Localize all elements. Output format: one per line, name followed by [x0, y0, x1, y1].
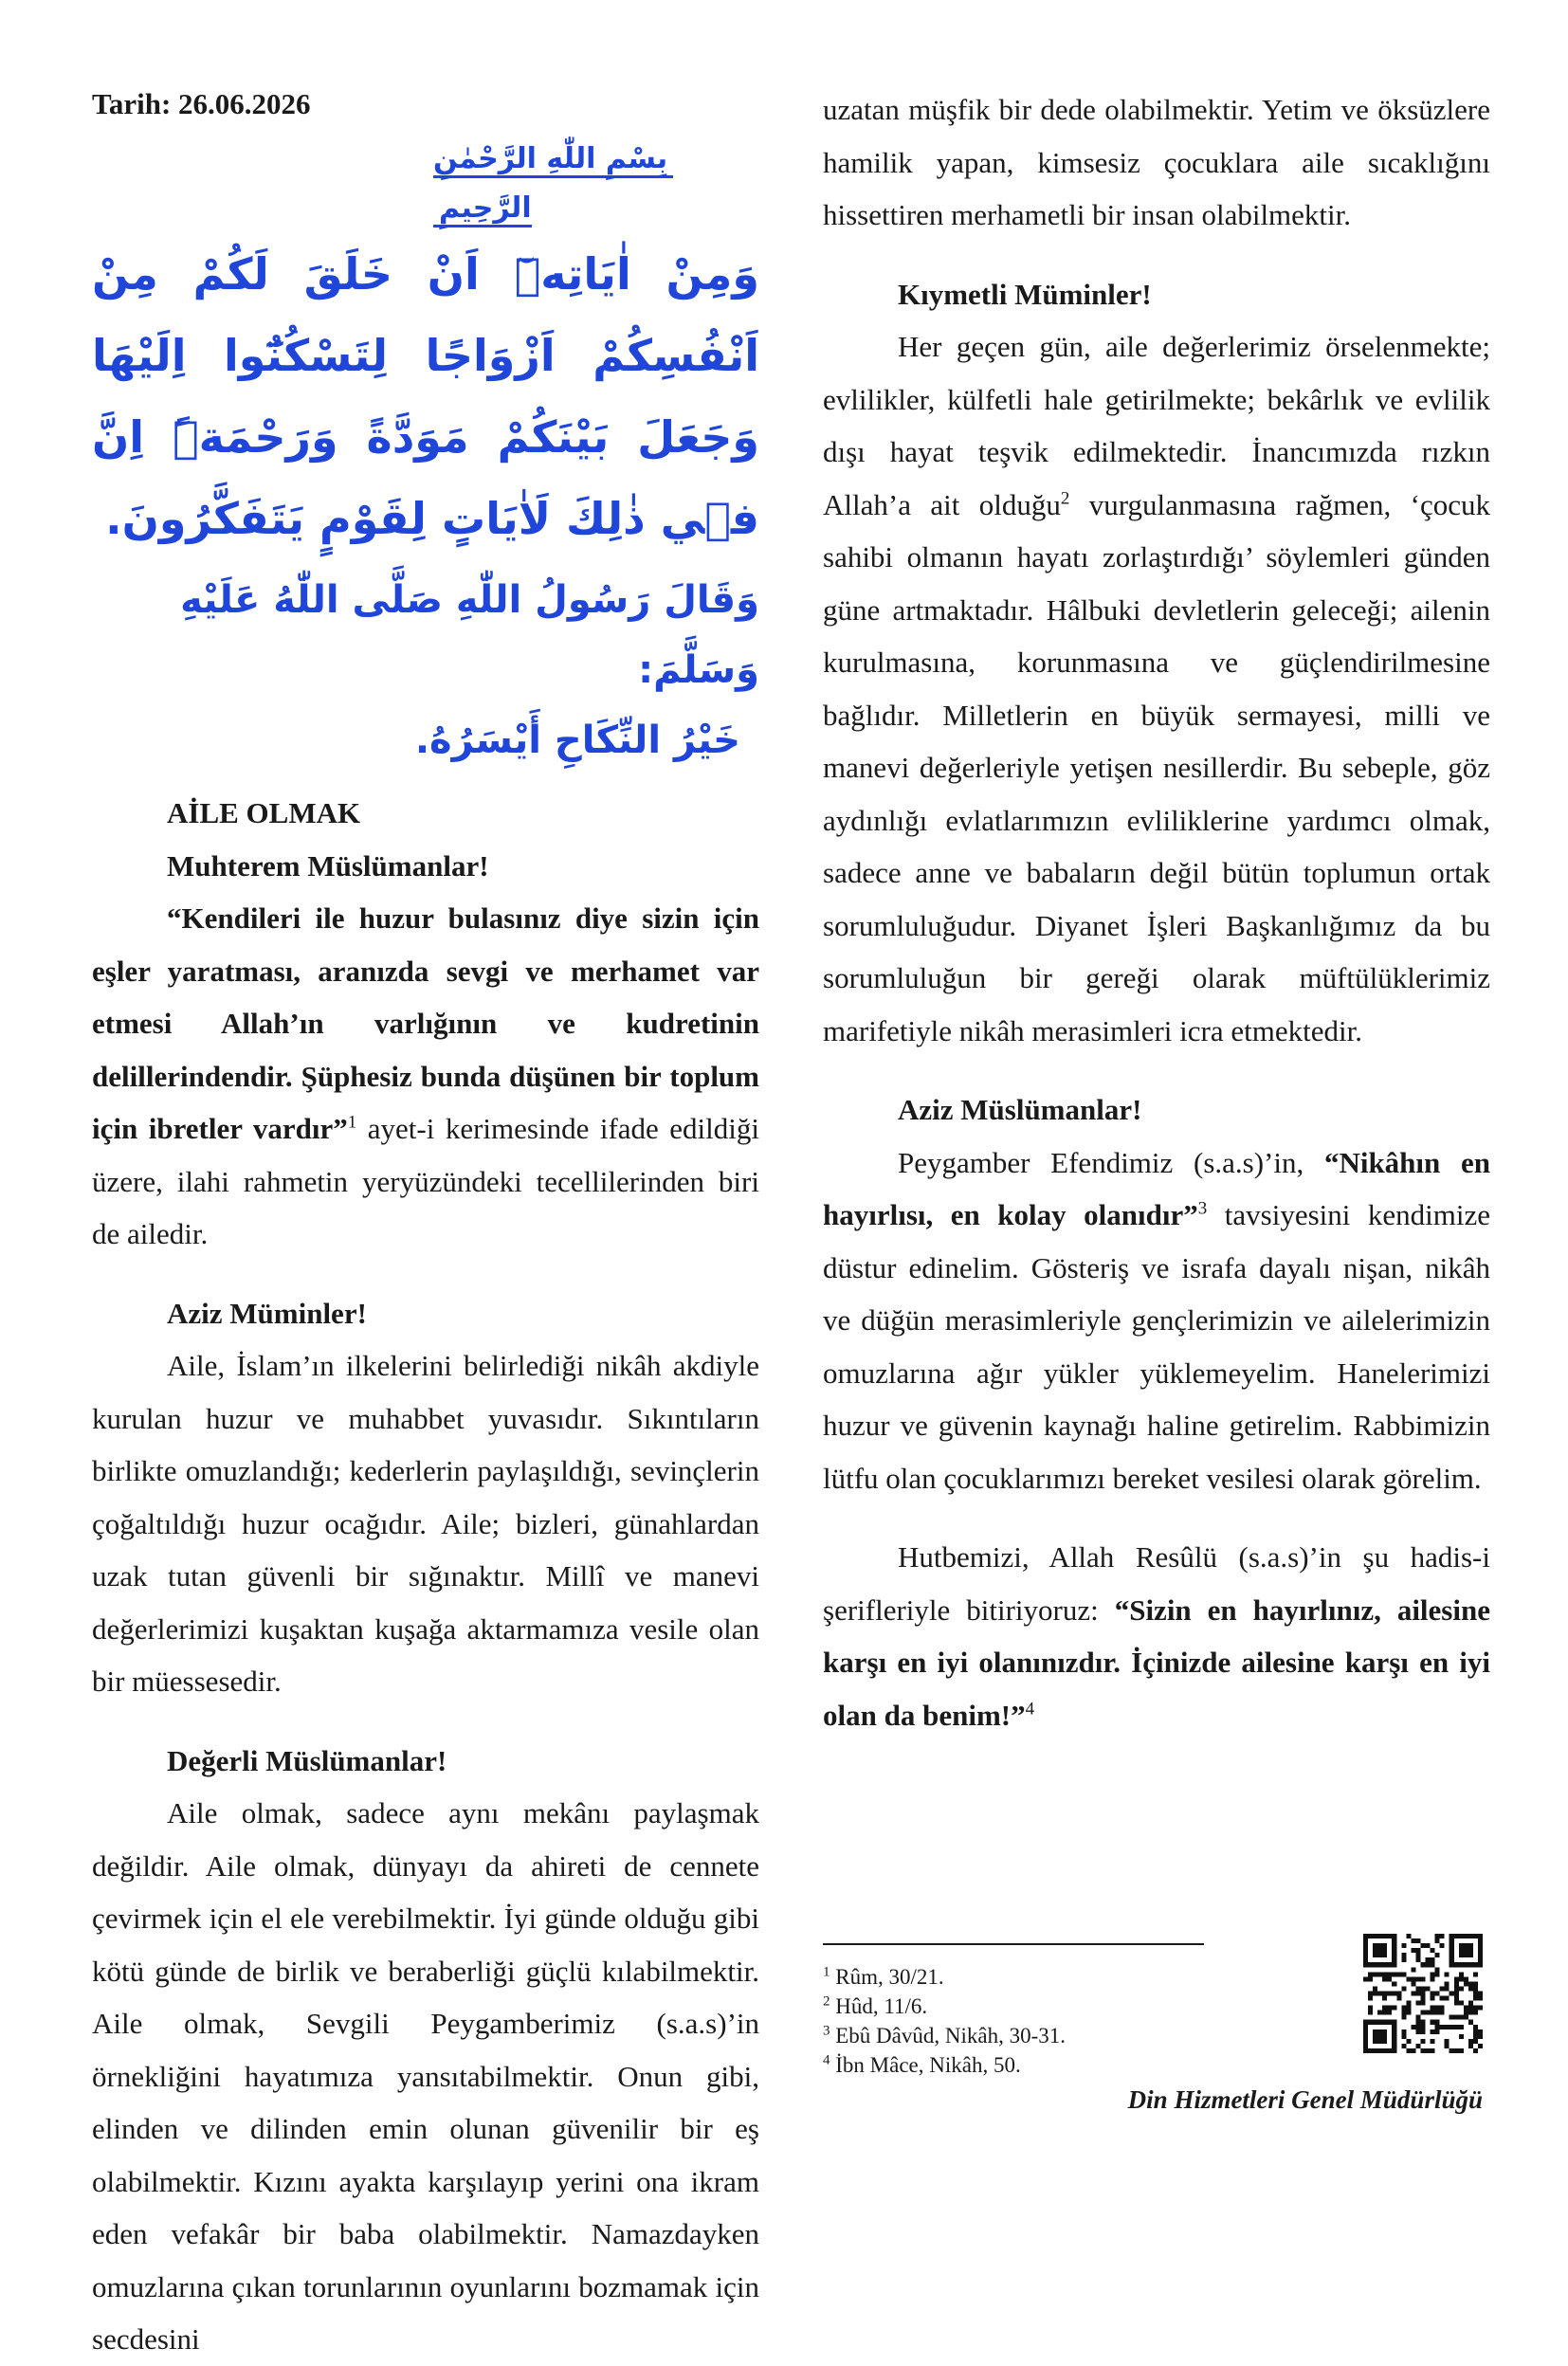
footnote-3: [823, 2021, 1221, 2050]
paragraph-5-b: tavsiyesini kendimize düstur edinelim. Gösteriş ve israfa dayalı nişan, nikâh ve düğün merasimleriyle gençlerimizin ve ailelerimizin omuzlarına ağır yükler yüklemeyelim. Hanelerimizi huzur ve güvenin kaynağı haline getirelim. Rabbimizin lütfu olan çocuklarımızı bereket vesilesi olarak görelim.: [823, 1198, 1490, 1495]
footnote-number: 3: [823, 2023, 830, 2039]
hadith-text: خَيْرُ النِّكَاحِ أَيْسَرُهُ.: [414, 719, 740, 762]
footnote-4: [823, 2050, 1221, 2080]
footnote-divider: [823, 1943, 1204, 1945]
sermon-title: AİLE OLMAK: [167, 796, 361, 829]
heading-4: Kıymetli Müminler!: [898, 277, 1152, 311]
heading-3: Değerli Müslümanlar!: [167, 1743, 447, 1777]
paragraph-5-a: Peygamber Efendimiz (s.a.s)’in,: [898, 1145, 1324, 1179]
hadith-quote-1: “Nikâhın en hayırlısı, en kolay olanıdır”: [823, 1145, 1490, 1231]
verse-quote: “Kendileri ile huzur bulasınız diye sizin için eşler yaratması, aranızda sevgi ve merhamet var etmesi Allah’ın varlığının ve kudretinin delillerindendir. Şüphesiz bunda düşünen bir toplum için ibretler vardır”: [92, 901, 759, 1145]
footnote-2: [823, 1992, 1221, 2021]
footnote-number: 2: [823, 1993, 830, 2010]
hadith-quote-2: “Sizin en hayırlınız, ailesine karşı en iyi olanınızdır. İçinizde ailesine karşı en iyi olan da benim!”: [823, 1592, 1490, 1732]
footnote-text: Rûm, 30/21.: [830, 1965, 944, 1989]
paragraph-6: [823, 1531, 1490, 1741]
footnote-1: [823, 1962, 1221, 1992]
basmala-text: بِسْمِ اللّٰهِ الرَّحْمٰنِ الرَّحِيمِ: [433, 142, 673, 228]
date-line: Tarih: 26.06.2026: [92, 87, 311, 120]
right-column: [823, 83, 1490, 1741]
paragraph-4-b: vurgulanmasına rağmen, ‘çocuk sahibi olmanın hayatı zorlaştırdığı’ söylemleri günden güne artmaktadır. Hâlbuki devletlerin geleceği; ailenin kurulmasına, korunmasına ve güçlendirilmesine bağlıdır. Milletlerin en büyük sermayesi, milli ve manevi değerleriyle yetişen nesillerdir. Bu sebeple, göz aydınlığı evlatlarımızın evliliklerine yardımcı olmak, sadece anne ve babaların değil bütün toplumun ortak sorumluluğudur. Diyanet İşleri Başkanlığımız da bu sorumluluğun bir gereği olarak müftülüklerimiz marifetiyle nikâh merasimleri icra etmektedir.: [823, 487, 1490, 1047]
footnote-ref-3: 3: [1197, 1198, 1208, 1219]
paragraph-5: [823, 1137, 1490, 1505]
paragraph-6-a: Hutbemizi, Allah Resûlü (s.a.s)’in şu hadis-i şerifleriyle bitiriyoruz:: [823, 1540, 1490, 1627]
paragraph-4-a: Her geçen gün, aile değerlerimiz örselenmekte; evlilikler, külfetli hale getirilmekte; bekârlık ve evlilik dışı hayat teşvik edilmektedir. İnancımızda rızkın Allah’a ait olduğu: [823, 330, 1490, 521]
paragraph-1: [92, 892, 759, 1261]
qr-code-icon[interactable]: [1363, 1934, 1483, 2053]
basmala: [92, 135, 759, 233]
footnote-ref-1: 1: [347, 1112, 357, 1133]
footnote-number: 1: [823, 1964, 830, 1980]
footnote-number: 4: [823, 2052, 830, 2068]
heading-5: Aziz Müslümanlar!: [898, 1093, 1142, 1126]
signature: Din Hizmetleri Genel Müdürlüğü: [1127, 2085, 1483, 2114]
footnote-text: Ebû Dâvûd, Nikâh, 30-31.: [830, 2024, 1066, 2048]
paragraph-3: Aile olmak, sadece aynı mekânı paylaşmak değildir. Aile olmak, dünyayı da ahireti de cennete çevirmek için el ele verebilmektir. İyi günde olduğu gibi kötü günde de birlik ve beraberliği güçlü kılabilmektir. Aile olmak, Sevgili Peygamberimiz (s.a.s)’in örnekliğini hayatımıza yansıtabilmektir. Onun gibi, elinden ve dilinden emin olunan güvenilir bir eş olabilmektir. Kızını ayakta karşılayıp yerini ona ikram eden vefakâr bir baba olabilmektir. Namazdayken omuzlarına çıkan torunlarının oyunlarını bozmamak için secdesini: [92, 1796, 759, 2356]
footnote-ref-4: 4: [1025, 1699, 1035, 1720]
footnote-text: İbn Mâce, Nikâh, 50.: [830, 2053, 1021, 2077]
footnote-ref-2: 2: [1060, 488, 1070, 509]
hadith-intro: وَقَالَ رَسُولُ اللّٰهِ صَلَّى اللّٰهُ عَلَيْهِ وَسَلَّمَ:: [180, 578, 759, 692]
paragraph-3-continued: uzatan müşfik bir dede olabilmektir. Yetim ve öksüzlere hamilik yapan, kimsesiz çocuklara aile sıcaklığını hissettiren merhametli bir insan olabilmektir.: [823, 93, 1490, 231]
heading-2: Aziz Müminler!: [167, 1296, 367, 1330]
paragraph-4: [823, 320, 1490, 1057]
paragraph-1-rest: ayet-i kerimesinde ifade edildiği üzere, ilahi rahmetin yeryüzündeki tecellilerinden biri de ailedir.: [92, 1112, 759, 1250]
paragraph-2: Aile, İslam’ın ilkelerini belirlediği nikâh akdiyle kurulan huzur ve muhabbet yuvasıdır. Sıkıntıların birlikte omuzlandığı; kederlerin paylaşıldığı, sevinçlerin çoğaltıldığı huzur ocağıdır. Aile; bizleri, günahlardan uzak tutan güvenli bir sığınaktır. Millî ve manevi değerlerimizi kuşaktan kuşağa aktarmamıza vesile olan bir müessesedir.: [92, 1349, 759, 1698]
ayah-text: وَمِنْ اٰيَاتِهٖٓ اَنْ خَلَقَ لَكُمْ مِنْ اَنْفُسِكُمْ اَزْوَاجًا لِتَسْكُنُٓوا اِلَيْهَا وَجَعَلَ بَيْنَكُمْ مَوَدَّةً وَرَحْمَةًۜ اِنَّ فٖي ذٰلِكَ لَاٰيَاتٍ لِقَوْمٍ يَتَفَكَّرُونَ.: [92, 248, 759, 544]
footnotes: [823, 1962, 1221, 2080]
heading-1: Muhterem Müslümanlar!: [167, 848, 489, 883]
left-column: [92, 85, 759, 2366]
footnote-text: Hûd, 11/6.: [830, 1994, 928, 2018]
